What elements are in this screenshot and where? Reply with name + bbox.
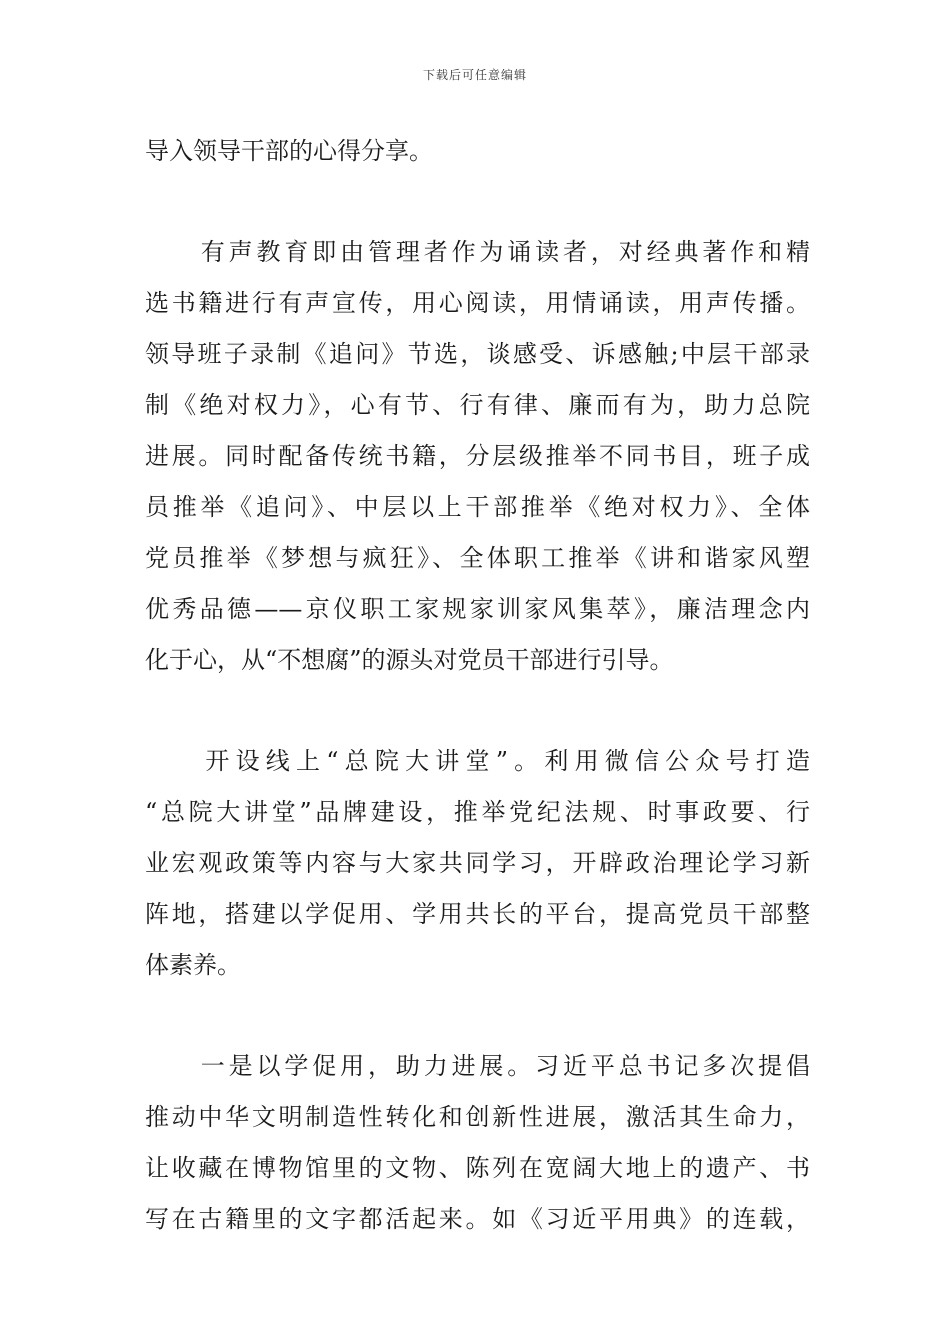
text-line: 业宏观政策等内容与大家共同学习，开辟政治理论学习新 (145, 849, 810, 877)
text-line: 写在古籍里的文字都活起来。如《习近平用典》的连载， (145, 1205, 810, 1233)
text-line: 进展。同时配备传统书籍，分层级推举不同书目，班子成 (145, 442, 810, 470)
text-line: 一是以学促用，助力进展。习近平总书记多次提倡 (145, 1052, 810, 1080)
paragraph (145, 1041, 810, 1245)
text-line: 优秀品德——京仪职工家规家训家风集萃》，廉洁理念内 (145, 595, 810, 623)
text-line: 制《绝对权力》，心有节、行有律、廉而有为，助力总院 (145, 391, 810, 419)
text-line: 让收藏在博物馆里的文物、陈列在宽阔大地上的遗产、书 (145, 1154, 810, 1182)
paragraph-spacer (145, 686, 810, 736)
paragraph-spacer (145, 991, 810, 1041)
text-line: 阵地，搭建以学促用、学用共长的平台，提高党员干部整 (145, 900, 810, 928)
text-line: 推动中华文明制造性转化和创新性进展，激活其生命力， (145, 1103, 810, 1131)
paragraph (145, 126, 810, 177)
text-line: 有声教育即由管理者作为诵读者，对经典著作和精 (145, 238, 810, 266)
paragraph (145, 736, 810, 991)
paragraph-spacer (145, 177, 810, 227)
text-line: 党员推举《梦想与疯狂》、全体职工推举《讲和谐家风塑 (145, 544, 810, 572)
text-line: 员推举《追问》、中层以上干部推举《绝对权力》、全体 (145, 493, 810, 521)
text-line: 领导班子录制《追问》节选，谈感受、诉感触;中层干部录 (145, 340, 810, 368)
text-line: 体素养。 (145, 951, 241, 979)
paragraph (145, 227, 810, 686)
document-body (145, 126, 810, 1245)
text-line: “总院大讲堂”品牌建设，推举党纪法规、时事政要、行 (145, 798, 810, 826)
text-line: 开设线上“总院大讲堂”。利用微信公众号打造 (145, 747, 810, 775)
page-header: 下载后可任意编辑 (422, 68, 527, 82)
text-line: 导入领导干部的心得分享。 (145, 137, 433, 165)
text-line: 选书籍进行有声宣传，用心阅读，用情诵读，用声传播。 (145, 289, 810, 317)
text-line: 化于心，从“不想腐”的源头对党员干部进行引导。 (145, 646, 674, 674)
